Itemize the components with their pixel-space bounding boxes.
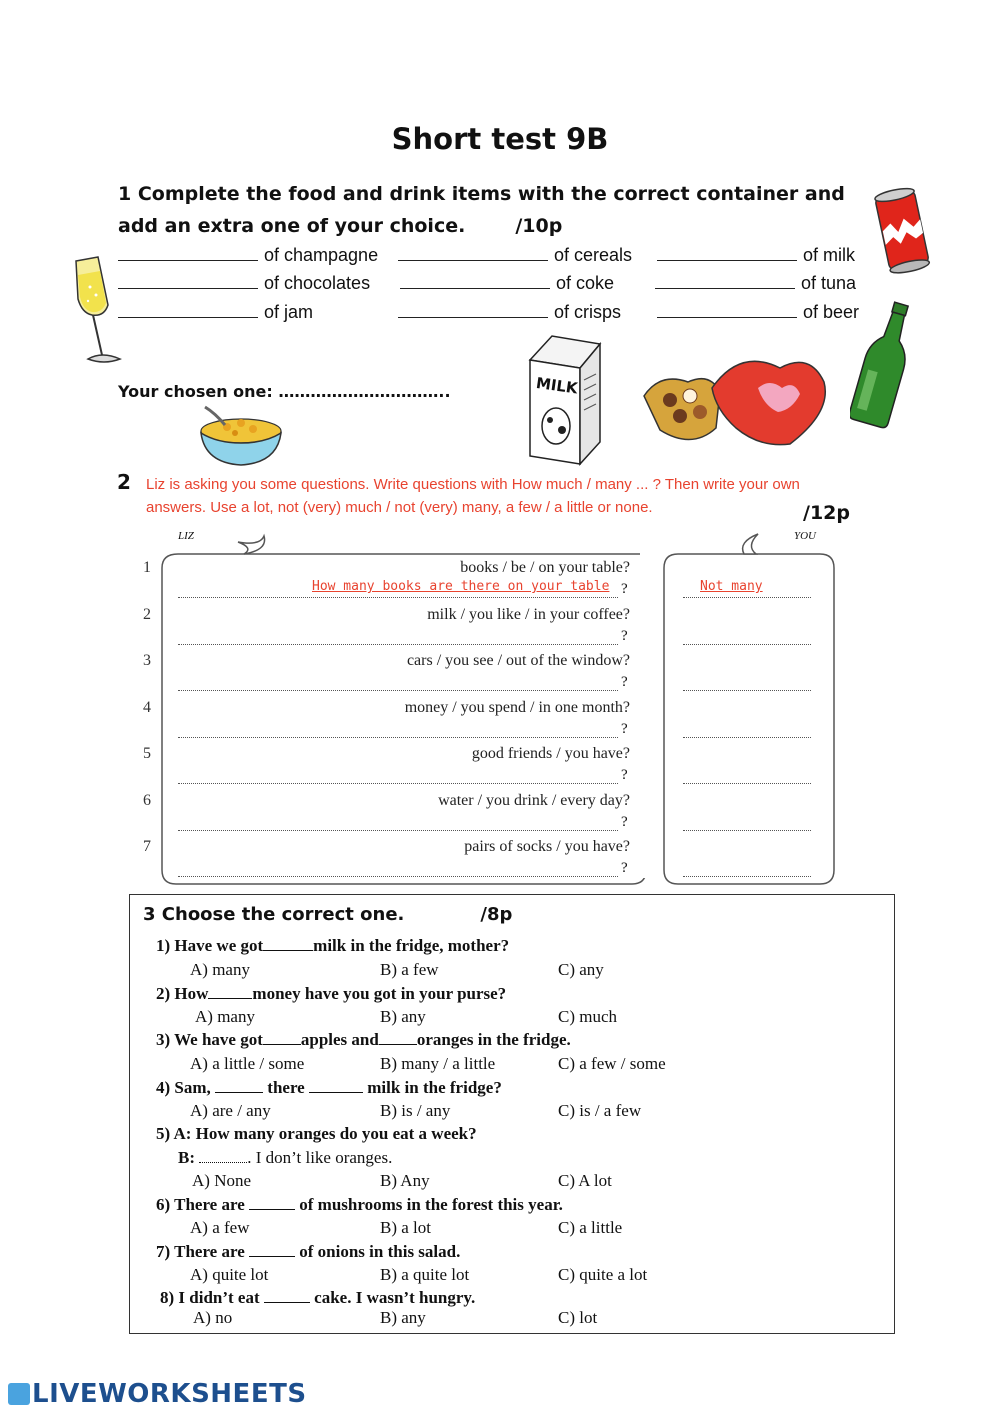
item-cell	[398, 245, 632, 266]
item-label: of tuna	[801, 273, 857, 293]
option-c[interactable]: C) A lot	[558, 1171, 612, 1190]
section3-heading-text: 3 Choose the correct one.	[143, 904, 405, 925]
section1-points: /10p	[515, 215, 563, 237]
option-a[interactable]: A) None	[192, 1171, 252, 1190]
answer-blank[interactable]	[118, 274, 258, 289]
liveworksheets-logo	[8, 1379, 307, 1409]
answer-blank[interactable]	[118, 246, 258, 261]
item-cell	[655, 273, 856, 294]
question-mark: ?	[621, 767, 628, 783]
question-mark: ?	[621, 860, 628, 876]
bubble-gap	[640, 548, 652, 878]
your-answer-line[interactable]	[683, 597, 811, 598]
answer-blank[interactable]	[309, 1080, 363, 1093]
section1-instruction-text: 1 Complete the food and drink items with the correct container and add an extra one of your choice.	[118, 183, 845, 237]
answer-blank[interactable]	[398, 246, 548, 261]
answer-blank[interactable]	[398, 303, 548, 318]
row-number: 1	[143, 559, 151, 576]
item-label: of cereals	[554, 245, 633, 265]
question-6: 6) There are of mushrooms in the forest this year.	[156, 1195, 563, 1214]
answer-blank[interactable]	[400, 274, 550, 289]
option-b[interactable]: B) many / a little	[380, 1054, 496, 1073]
item-label: of champagne	[264, 245, 379, 265]
option-a[interactable]: A) are / any	[190, 1101, 271, 1120]
section2-instruction: Liz is asking you some questions. Write questions with How much / many ... ? Then write your own answers. Use a lot, not (very) much / not (very) many, a few / a little or none.	[146, 476, 800, 516]
chosen-label: Your chosen one:	[118, 382, 273, 401]
question-7: 7) There are of onions in this salad.	[156, 1242, 461, 1261]
section1-instruction	[118, 178, 878, 242]
option-c[interactable]: C) quite a lot	[558, 1265, 648, 1284]
row-prompt: water / you drink / every day?	[438, 791, 630, 809]
option-c[interactable]: C) a little	[558, 1218, 623, 1237]
option-c[interactable]: C) any	[558, 960, 604, 979]
answer-blank[interactable]	[264, 1290, 310, 1303]
row-prompt: cars / you see / out of the window?	[406, 652, 630, 669]
item-cell	[118, 245, 378, 266]
section2-number: 2	[117, 470, 131, 494]
item-label: of jam	[264, 302, 314, 322]
question-5: 5) A: How many oranges do you eat a week?	[156, 1124, 477, 1143]
row-number: 5	[143, 745, 151, 762]
question-answer-line[interactable]	[178, 876, 618, 877]
item-label: of coke	[556, 273, 615, 293]
answer-blank[interactable]	[655, 274, 795, 289]
option-b[interactable]: B) any	[380, 1308, 426, 1327]
item-cell	[118, 273, 370, 294]
chocolate-box-icon	[640, 352, 832, 452]
option-b[interactable]: B) any	[380, 1007, 426, 1026]
example-answer: Not many	[700, 579, 763, 594]
question-1: 1) Have we got milk in the fridge, mother?	[156, 936, 510, 955]
item-label: of chocolates	[264, 273, 371, 293]
item-label: of milk	[803, 245, 856, 265]
item-cell	[657, 302, 859, 323]
question-answer-line[interactable]	[178, 783, 618, 784]
answer-blank[interactable]	[379, 1032, 417, 1045]
question-answer-line[interactable]	[178, 644, 618, 645]
answer-blank[interactable]	[263, 938, 313, 951]
option-a[interactable]: A) no	[193, 1308, 233, 1327]
question-mark: ?	[621, 581, 628, 597]
row-prompt: pairs of socks / you have?	[464, 838, 630, 855]
option-c[interactable]: C) lot	[558, 1308, 598, 1327]
milk-carton-icon	[522, 330, 608, 470]
row-prompt: money / you spend / in one month?	[404, 698, 630, 716]
row-prompt: books / be / on your table?	[460, 559, 630, 576]
option-b[interactable]: B) a lot	[380, 1218, 431, 1237]
your-answer-line[interactable]	[683, 690, 811, 691]
item-label: of beer	[803, 302, 860, 322]
section3-heading	[143, 904, 512, 925]
item-cell	[398, 302, 621, 323]
question-answer-line[interactable]	[178, 690, 618, 691]
row-number: 4	[143, 698, 151, 716]
question-4: 4) Sam, there milk in the fridge?	[156, 1078, 502, 1097]
answer-blank[interactable]	[263, 1032, 301, 1045]
your-answer-line[interactable]	[683, 830, 811, 831]
logo-text: LIVEWORKSHEETS	[32, 1379, 307, 1409]
option-b[interactable]: B) Any	[380, 1171, 430, 1190]
your-answer-line[interactable]	[683, 876, 811, 877]
option-b[interactable]: B) a few	[380, 960, 439, 979]
section3-points: /8p	[480, 904, 513, 925]
question-mark: ?	[621, 720, 628, 737]
item-label: of crisps	[554, 302, 622, 322]
option-a[interactable]: A) a little / some	[190, 1054, 305, 1073]
example-question: How many books are there on your table	[312, 579, 610, 594]
row-number: 2	[143, 605, 151, 623]
question-mark: ?	[621, 813, 628, 830]
answer-blank[interactable]	[249, 1244, 295, 1257]
row-prompt: milk / you like / in your coffee?	[427, 605, 630, 623]
item-cell	[118, 302, 313, 323]
question-3: 3) We have got apples and oranges in the fridge.	[156, 1030, 571, 1049]
answer-blank[interactable]	[215, 1080, 263, 1093]
chosen-answer-field[interactable]: …………………………..	[278, 382, 451, 401]
your-answer-line[interactable]	[683, 737, 811, 738]
page-title: Short test 9B	[391, 122, 609, 156]
chosen-one	[118, 382, 451, 401]
option-c[interactable]: C) much	[558, 1007, 618, 1026]
row-number: 6	[143, 791, 151, 809]
answer-blank[interactable]	[657, 303, 797, 318]
answer-blank[interactable]	[118, 303, 258, 318]
option-a[interactable]: A) many	[195, 1007, 255, 1026]
option-a[interactable]: A) many	[190, 960, 250, 979]
row-number: 7	[143, 838, 151, 855]
option-c[interactable]: C) is / a few	[558, 1101, 642, 1120]
your-answer-line[interactable]	[683, 783, 811, 784]
champagne-glass-icon	[70, 255, 126, 370]
question-answer-line[interactable]	[178, 737, 618, 738]
your-answer-line[interactable]	[683, 644, 811, 645]
row-number: 3	[143, 652, 151, 669]
answer-blank[interactable]	[657, 246, 797, 261]
coke-can-icon	[870, 185, 936, 275]
option-c[interactable]: C) a few / some	[558, 1054, 666, 1073]
item-cell	[400, 273, 614, 294]
question-mark: ?	[621, 674, 628, 690]
option-a[interactable]: A) a few	[190, 1218, 250, 1237]
cereal-bowl-icon	[195, 405, 287, 469]
option-b[interactable]: B) a quite lot	[380, 1265, 470, 1284]
milk-carton-text: MILK	[534, 373, 579, 398]
option-b[interactable]: B) is / any	[380, 1101, 451, 1120]
option-a[interactable]: A) quite lot	[190, 1265, 269, 1284]
answer-blank[interactable]	[249, 1197, 295, 1210]
question-2: 2) How money have you got in your purse?	[156, 984, 507, 1003]
question-8: 8) I didn’t eat cake. I wasn’t hungry.	[160, 1288, 476, 1307]
liz-label: LIZ	[178, 530, 194, 542]
question-answer-line[interactable]	[178, 830, 618, 831]
beer-bottle-icon	[850, 298, 920, 433]
item-cell	[657, 245, 855, 266]
question-mark: ?	[621, 627, 628, 644]
question-answer-line[interactable]	[178, 597, 618, 598]
row-prompt: good friends / you have?	[471, 745, 630, 762]
section2-points: /12p	[803, 502, 850, 524]
answer-blank[interactable]	[208, 986, 252, 999]
logo-mark-icon	[8, 1383, 30, 1405]
answer-blank[interactable]	[199, 1150, 247, 1163]
you-label: YOU	[794, 530, 817, 542]
question-5-b: B: . I don’t like oranges.	[178, 1148, 393, 1167]
